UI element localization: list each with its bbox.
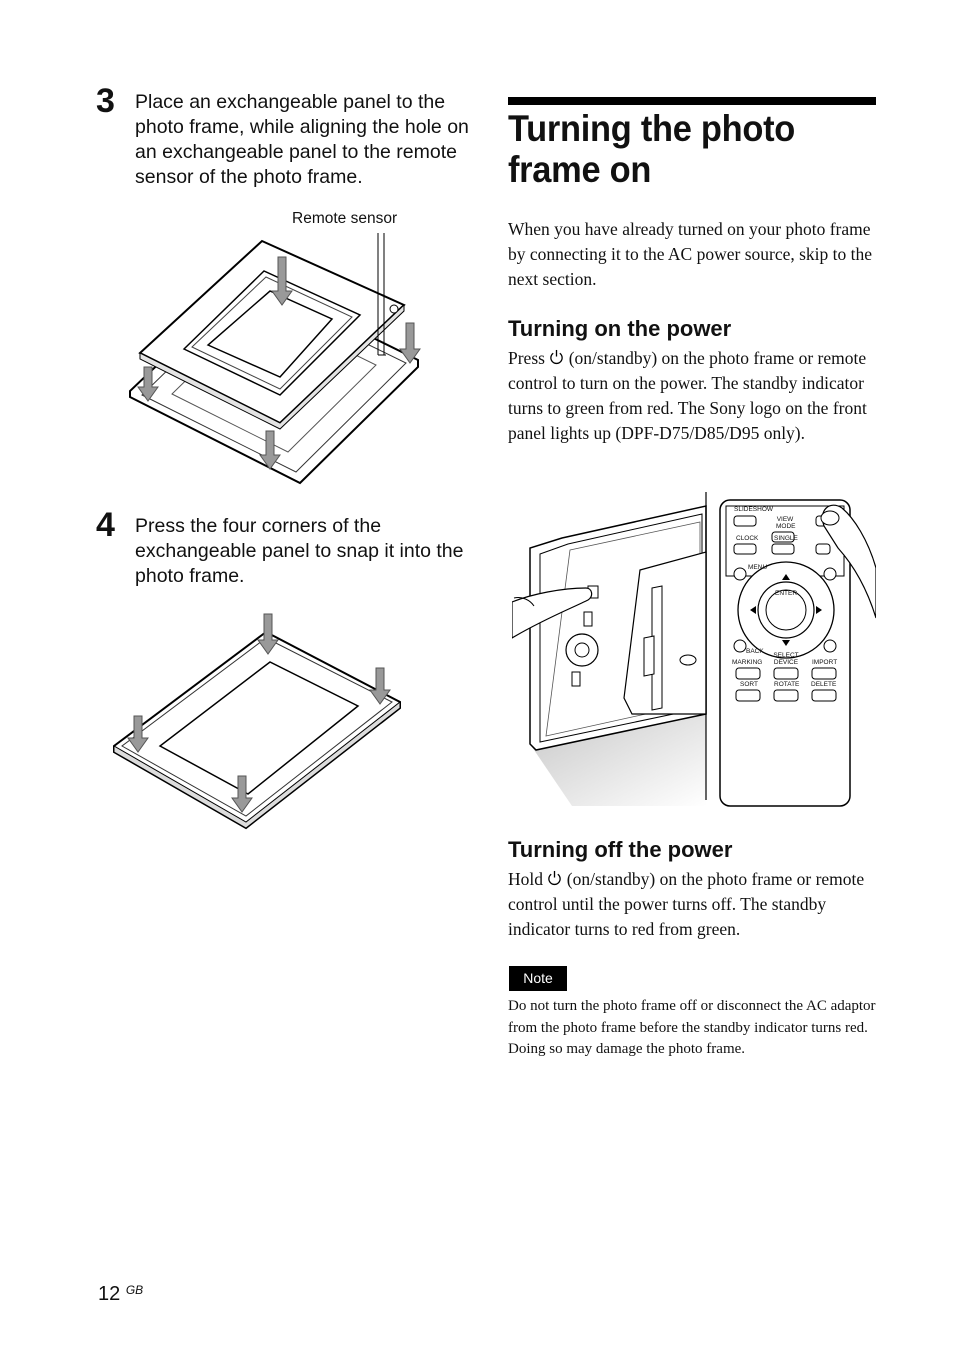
title-rule [508,97,876,105]
step-number-4: 4 [96,506,114,544]
power-on-lead: Press [508,348,545,368]
step-4-text: Press the four corners of the exchangeable panel to snap it into the photo frame. [135,515,464,587]
remote-sensor-label: Remote sensor [292,210,398,227]
remote-control-illustration [512,488,876,813]
page-title: Turning the photo frame on [508,108,796,190]
power-off-heading: Turning off the power [508,837,733,862]
power-off-text: (on/standby) on the photo frame or remote control until the power turns off. The standby indicator turns to red from green. [508,869,865,939]
page-footer [98,1278,143,1306]
remote-label-import: IMPORT [812,659,838,666]
step-number-3: 3 [96,82,114,120]
intro-paragraph: When you have already turned on your photo frame by connecting it to the AC power source, skip to the next section. [508,219,873,289]
remote-label-view-mode: VIEW MODE [776,516,796,530]
remote-label-delete: DELETE [811,681,837,688]
remote-label-rotate: ROTATE [774,681,800,688]
remote-label-slideshow: SLIDESHOW [734,506,774,513]
page-number: 12 [98,1283,121,1305]
power-on-paragraph [508,346,878,446]
note-text: Do not turn the photo frame off or disconnect the AC adaptor from the photo frame before the standby indicator turns red. Doing so may damage the photo frame. [508,998,876,1058]
power-on-heading: Turning on the power [508,316,732,341]
remote-label-back: BACK [746,648,764,655]
remote-label-select-device: SELECT DEVICE [773,652,799,666]
remote-label-sort: SORT [740,681,758,688]
snap-corners-illustration [110,610,410,835]
remote-label-marking: MARKING [732,659,763,666]
power-standby-icon [549,349,564,365]
power-off-lead: Hold [508,869,543,889]
panel-attach-illustration [128,205,428,490]
remote-label-menu: MENU [748,564,768,571]
power-off-paragraph [508,867,878,942]
remote-label-clock: CLOCK [736,535,759,542]
power-on-text: (on/standby) on the photo frame or remote control to turn on the power. The standby indicator turns to green from red. The Sony logo on the front panel lights up (DPF-D75/D85/D95 only). [508,348,867,443]
remote-label-single: SINGLE [774,535,798,542]
note-label: Note [509,966,567,991]
power-standby-icon [547,870,562,886]
step-3-text: Place an exchangeable panel to the photo frame, while aligning the hole on an exchangeable panel to the remote sensor of the photo frame. [135,91,469,188]
remote-label-enter: ENTER [775,590,798,597]
region-code: GB [125,1283,144,1297]
